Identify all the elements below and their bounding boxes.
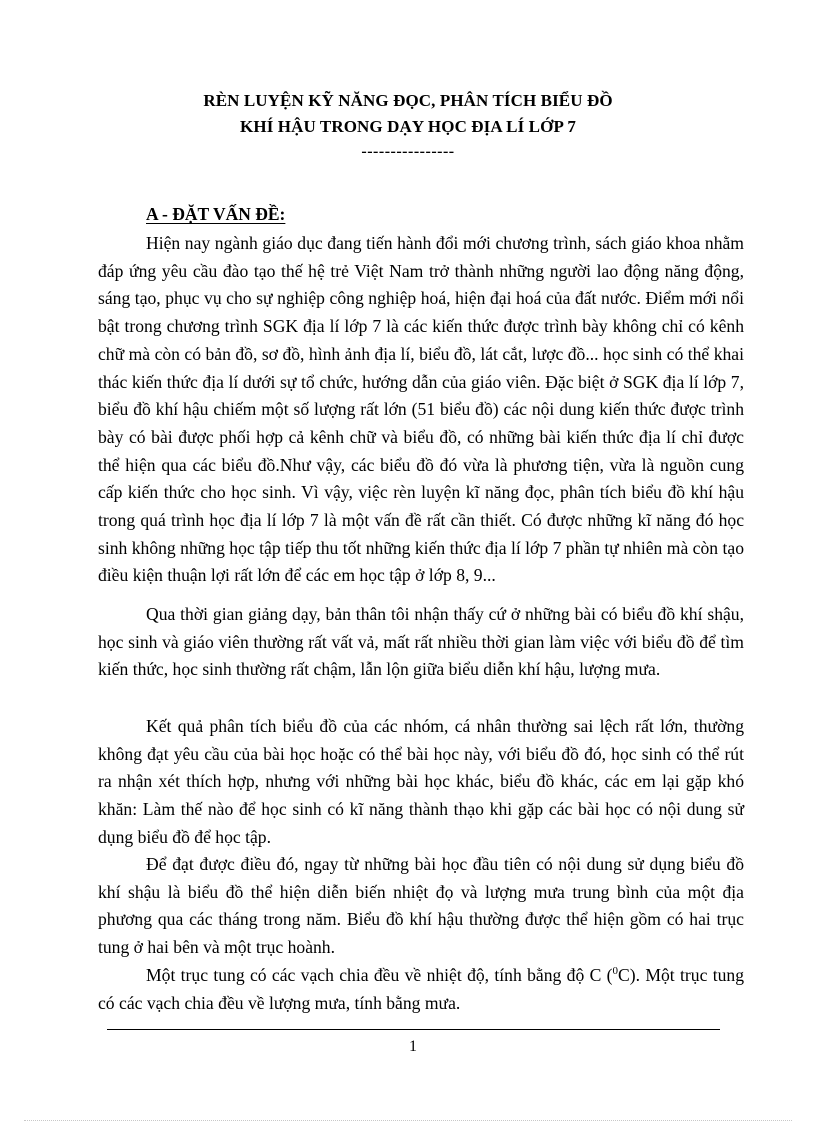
paragraph-5 (98, 962, 744, 1017)
title-line-2: KHÍ HẬU TRONG DẠY HỌC ĐỊA LÍ LỚP 7 (240, 117, 576, 136)
section-heading: A - ĐẶT VẤN ĐỀ: (146, 204, 286, 224)
page-number: 1 (409, 1038, 417, 1055)
paragraph-5-text-end: C). Một trục tung có các vạch chia đều về lượng mưa, tính bằng mưa. (98, 965, 744, 1013)
title-separator: ---------------- (361, 143, 455, 160)
degree-superscript: 0 (612, 965, 619, 978)
paragraph-3: Kết quả phân tích biểu đồ của các nhóm, cá nhân thường sai lệch rất lớn, thường không đạt yêu cầu của bài học hoặc có thể bài học này, với biểu đồ đó, học sinh có thể rút ra nhận xét thích hợp, nhưng với những bài học khác, biểu đồ khác, các em lại gặp khó khăn: Làm thế nào để học sinh có kĩ năng thành thạo khi gặp các bài học có nội dung sử dụng biểu đồ để học tập. (98, 716, 744, 847)
footer-divider (107, 1029, 720, 1030)
paragraph-4: Để đạt được điều đó, ngay từ những bài học đầu tiên có nội dung sử dụng biểu đồ khí shậu là biểu đồ thể hiện diễn biến nhiệt đọ và lượng mưa trung bình của một địa phương qua các tháng trong năm. Biểu đồ khí hậu thường được thể hiện gồm có hai trục tung ở hai bên và một trục hoành. (98, 854, 744, 958)
paragraph-1: Hiện nay ngành giáo dục đang tiến hành đổi mới chương trình, sách giáo khoa nhằm đáp ứng yêu cầu đào tạo thế hệ trẻ Việt Nam trở thành những người lao động năng động, sáng tạo, phục vụ cho sự nghiệp công nghiệp hoá, hiện đại hoá của đất nước. Điểm mới nổi bật trong chương trình SGK địa lí lớp 7 là các kiến thức được trình bày không chỉ có kênh chữ mà còn có bản đồ, sơ đồ, hình ảnh địa lí, biểu đồ, lát cắt, lược đồ... học sinh có thể khai thác kiến thức địa lí dưới sự tổ chức, hướng dẫn của giáo viên. Đặc biệt ở SGK địa lí lớp 7, biểu đồ khí hậu chiếm một số lượng rất lớn (51 biểu đồ) các nội dung kiến thức được trình bày có bài được phối hợp cả kênh chữ và biểu đồ, có những bài kiến thức địa lí chỉ được thể hiện qua các biểu đồ.Như vậy, các biểu đồ đó vừa là phương tiện, vừa là nguồn cung cấp kiến thức cho học sinh. Vì vậy, việc rèn luyện kĩ năng đọc, phân tích biểu đồ khí hậu trong quá trình học địa lí lớp 7 là một vấn đề rất cần thiết. Có được những kĩ năng đó học sinh không những học tập tiếp thu tốt những kiến thức địa lí lớp 7 phần tự nhiên mà còn tạo điều kiện thuận lợi rất lớn để các em học tập ở lớp 8, 9... (98, 233, 744, 586)
title-line-1: RÈN LUYỆN KỸ NĂNG ĐỌC, PHÂN TÍCH BIỂU ĐỒ (203, 91, 613, 110)
page-bottom-border (24, 1120, 792, 1121)
paragraph-2: Qua thời gian giảng dạy, bản thân tôi nhận thấy cứ ở những bài có biểu đồ khí shậu, học sinh và giáo viên thường rất vất vả, mất rất nhiều thời gian làm việc với biểu đồ để tìm kiến thức, học sinh thường rất chậm, lẫn lộn giữa biểu diễn khí hậu, lượng mưa. (98, 604, 744, 680)
paragraph-5-text-start: Một trục tung có các vạch chia đều về nhiệt độ, tính bằng độ C ( (146, 965, 613, 985)
